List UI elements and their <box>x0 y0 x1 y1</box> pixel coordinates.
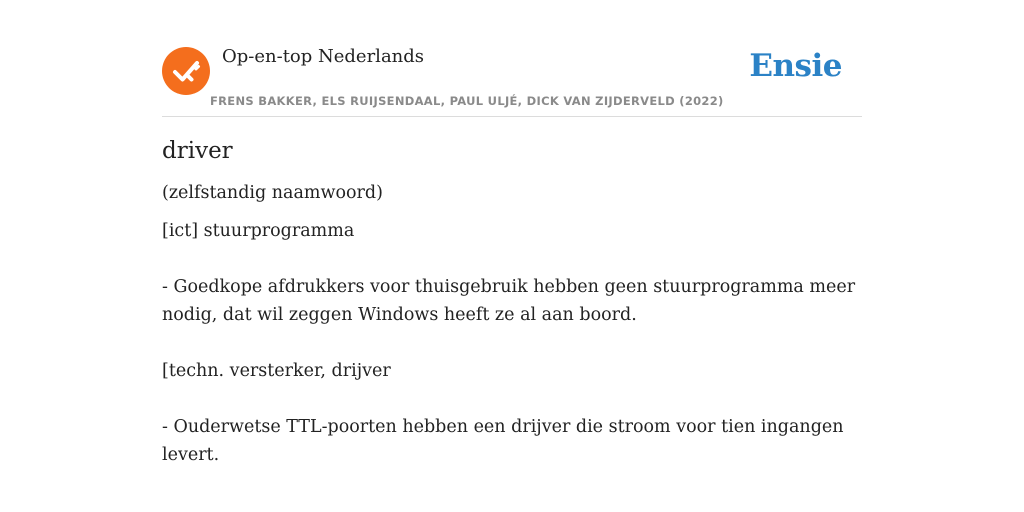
part-of-speech: (zelfstandig naamwoord) <box>162 183 383 203</box>
sense-2: [techn. versterker, drijver <box>162 361 391 381</box>
brand-logo[interactable]: Ensie <box>749 48 842 84</box>
source-authors: FRENS BAKKER, ELS RUIJSENDAAL, PAUL ULJÉ, DICK VAN ZIJDERVELD (2022) <box>210 94 724 108</box>
source-header <box>162 40 862 117</box>
checkmark-icon <box>162 47 210 95</box>
source-title[interactable]: Op-en-top Nederlands <box>222 46 425 67</box>
entry-content <box>162 138 862 469</box>
example-1: - Goedkope afdrukkers voor thuisgebruik hebben geen stuurprogramma meer nodig, dat wil zeggen Windows heeft ze al aan boord. <box>162 277 856 325</box>
example-2: - Ouderwetse TTL-poorten hebben een drijver die stroom voor tien ingangen levert. <box>162 417 844 465</box>
sense-1: [ict] stuurprogramma <box>162 221 355 241</box>
entry-headword: driver <box>162 138 233 164</box>
